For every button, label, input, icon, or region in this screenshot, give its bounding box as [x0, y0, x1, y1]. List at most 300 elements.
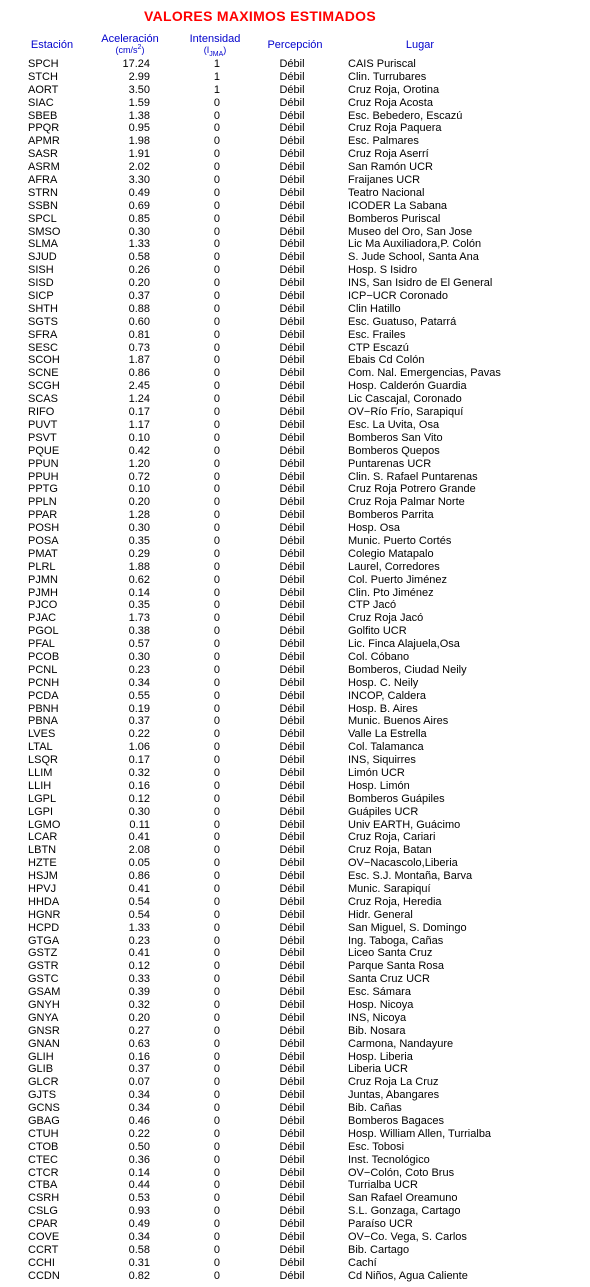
intensity-value: 1 — [213, 83, 220, 96]
acceleration-value: 0.19 — [128, 702, 150, 715]
acceleration-value: 1.88 — [128, 560, 150, 573]
acceleration-value: 0.30 — [128, 522, 150, 535]
acceleration-value: 0.38 — [128, 625, 150, 638]
intensity-value: 0 — [213, 599, 220, 612]
station-code: SJUD — [28, 251, 57, 264]
intensity-value: 0 — [213, 1076, 220, 1089]
station-code: GLCR — [28, 1076, 59, 1089]
table-row — [0, 1218, 590, 1231]
acceleration-value: 0.93 — [128, 1205, 150, 1218]
perception-value: Débil — [279, 186, 305, 199]
perception-value: Débil — [279, 96, 305, 109]
location-name: CAIS Puriscal — [348, 58, 416, 70]
station-code: PPAR — [28, 509, 58, 522]
station-code: PJMN — [28, 573, 58, 586]
location-name: Com. Nal. Emergencias, Pavas — [348, 367, 501, 380]
station-code: SESC — [28, 341, 58, 354]
intensity-value: 0 — [213, 986, 220, 999]
station-code: CTOB — [28, 1140, 59, 1153]
acceleration-value: 0.57 — [128, 638, 150, 651]
perception-value: Débil — [279, 534, 305, 547]
table-row — [0, 1063, 590, 1076]
location-name: Col. Cóbano — [348, 650, 410, 663]
station-code: LTAL — [28, 741, 53, 754]
perception-value: Débil — [279, 1231, 305, 1244]
station-code: PPUH — [28, 470, 59, 483]
intensity-value: 0 — [213, 934, 220, 947]
table-row — [0, 728, 590, 741]
perception-value: Débil — [279, 380, 305, 393]
perception-value: Débil — [279, 251, 305, 264]
acceleration-value: 0.32 — [128, 999, 150, 1012]
acceleration-value: 0.29 — [128, 547, 150, 560]
location-name: Ing. Taboga, Cañas — [348, 934, 444, 947]
station-code: PPQR — [28, 122, 60, 135]
perception-value: Débil — [279, 148, 305, 161]
header-estacion: Estación — [30, 39, 74, 51]
perception-value: Débil — [279, 83, 305, 96]
station-code: SIAC — [28, 96, 54, 109]
header-intensidad-unit: $(I_{JMA})$ — [203, 45, 227, 58]
acceleration-value: 0.30 — [128, 225, 150, 238]
table-row — [0, 1141, 590, 1154]
acceleration-value: 17.24 — [122, 58, 150, 70]
station-code: POSA — [28, 534, 59, 547]
table-row — [0, 741, 590, 754]
table-row — [0, 793, 590, 806]
table-row — [0, 831, 590, 844]
station-code: PMAT — [28, 547, 58, 560]
table-row — [0, 651, 590, 664]
location-name: Colegio Matapalo — [348, 547, 434, 560]
intensity-value: 0 — [213, 1024, 220, 1037]
station-code: SCNE — [28, 367, 59, 380]
intensity-value: 0 — [213, 754, 220, 767]
acceleration-value: 0.34 — [128, 1102, 150, 1115]
acceleration-value: 0.81 — [128, 328, 150, 341]
perception-value: Débil — [279, 109, 305, 122]
location-name: Hosp. Nicoya — [348, 999, 414, 1012]
location-name: Paraíso UCR — [348, 1218, 413, 1231]
table-row — [0, 483, 590, 496]
acceleration-value: 1.17 — [128, 418, 150, 431]
location-name: INS, Siquirres — [348, 754, 416, 767]
acceleration-value: 0.54 — [128, 908, 150, 921]
table-row — [0, 290, 590, 303]
acceleration-value: 0.37 — [128, 1063, 150, 1076]
location-name: Ebais Cd Colón — [348, 354, 425, 367]
table-row — [0, 226, 590, 239]
table-row — [0, 1025, 590, 1038]
table-row — [0, 148, 590, 161]
location-name: Inst. Tecnológico — [348, 1153, 430, 1166]
intensity-value: 0 — [213, 496, 220, 509]
table-row — [0, 97, 590, 110]
location-name: Hosp. Osa — [348, 522, 400, 535]
perception-value: Débil — [279, 547, 305, 560]
station-code: LGMO — [28, 818, 61, 831]
location-name: OV−Nacascolo,Liberia — [348, 857, 458, 870]
acceleration-value: 0.95 — [128, 122, 150, 135]
intensity-value: 0 — [213, 135, 220, 148]
station-code: PJMH — [28, 586, 58, 599]
table-row — [0, 122, 590, 135]
table-row — [0, 535, 590, 548]
perception-value: Débil — [279, 715, 305, 728]
station-code: CCHI — [28, 1256, 55, 1269]
header-intensidad — [175, 34, 255, 56]
intensity-value: 0 — [213, 973, 220, 986]
intensity-value: 0 — [213, 225, 220, 238]
station-code: GNAN — [28, 1037, 60, 1050]
intensity-value: 0 — [213, 431, 220, 444]
perception-value: Débil — [279, 406, 305, 419]
intensity-value: 0 — [213, 908, 220, 921]
intensity-value: 0 — [213, 844, 220, 857]
perception-value: Débil — [279, 470, 305, 483]
location-name: Univ EARTH, Guácimo — [348, 818, 461, 831]
location-name: Esc. S.J. Montaña, Barva — [348, 870, 473, 883]
intensity-value: 0 — [213, 1063, 220, 1076]
station-code: GSAM — [28, 986, 61, 999]
station-code: HZTE — [28, 857, 57, 870]
location-name: Laurel, Corredores — [348, 560, 440, 573]
acceleration-value: 1.33 — [128, 921, 150, 934]
perception-value: Débil — [279, 238, 305, 251]
intensity-value: 0 — [213, 1011, 220, 1024]
intensity-value: 0 — [213, 315, 220, 328]
table-row — [0, 509, 590, 522]
intensity-value: 0 — [213, 663, 220, 676]
station-code: SLMA — [28, 238, 58, 251]
location-name: Museo del Oro, San Jose — [348, 225, 473, 238]
station-code: LLIH — [28, 779, 52, 792]
perception-value: Débil — [279, 818, 305, 831]
perception-value: Débil — [279, 792, 305, 805]
station-code: PBNH — [28, 702, 59, 715]
perception-value: Débil — [279, 754, 305, 767]
acceleration-value: 0.14 — [128, 586, 150, 599]
table-row — [0, 213, 590, 226]
intensity-value: 0 — [213, 625, 220, 638]
acceleration-value: 0.50 — [128, 1140, 150, 1153]
acceleration-value: 0.20 — [128, 277, 150, 290]
intensity-value: 0 — [213, 702, 220, 715]
location-name: Cruz Roja La Cruz — [348, 1076, 439, 1089]
location-name: Cruz Roja, Cariari — [348, 831, 436, 844]
page-title: VALORES MAXIMOS ESTIMADOS — [143, 8, 377, 24]
acceleration-value: 2.02 — [128, 161, 150, 174]
perception-value: Débil — [279, 612, 305, 625]
acceleration-value: 1.20 — [128, 457, 150, 470]
location-name: Bomberos Guápiles — [348, 792, 445, 805]
location-name: Esc. La Uvita, Osa — [348, 418, 440, 431]
station-code: AFRA — [28, 174, 58, 187]
perception-value: Débil — [279, 354, 305, 367]
table-row — [0, 393, 590, 406]
perception-value: Débil — [279, 908, 305, 921]
location-name: Fraijanes UCR — [348, 174, 421, 187]
intensity-value: 0 — [213, 161, 220, 174]
acceleration-value: 0.58 — [128, 1243, 150, 1256]
intensity-value: 0 — [213, 792, 220, 805]
table-row — [0, 754, 590, 767]
perception-value: Débil — [279, 457, 305, 470]
acceleration-value: 0.55 — [128, 689, 150, 702]
station-code: GNYH — [28, 999, 60, 1012]
perception-value: Débil — [279, 496, 305, 509]
perception-value: Débil — [279, 174, 305, 187]
intensity-value: 0 — [213, 522, 220, 535]
perception-value: Débil — [279, 560, 305, 573]
station-code: CTBA — [28, 1179, 58, 1192]
perception-value: Débil — [279, 393, 305, 406]
table-row — [0, 806, 590, 819]
perception-value: Débil — [279, 1140, 305, 1153]
intensity-value: 0 — [213, 1140, 220, 1153]
station-code: SGTS — [28, 315, 58, 328]
acceleration-value: 0.22 — [128, 1127, 150, 1140]
perception-value: Débil — [279, 1024, 305, 1037]
intensity-value: 0 — [213, 612, 220, 625]
table-row — [0, 612, 590, 625]
station-code: PLRL — [28, 560, 56, 573]
station-code: CTCR — [28, 1166, 59, 1179]
location-name: Munic. Buenos Aires — [348, 715, 449, 728]
intensity-value: 1 — [213, 70, 220, 83]
station-code: GSTZ — [28, 947, 58, 960]
location-name: Munic. Puerto Cortés — [348, 534, 452, 547]
acceleration-value: 0.60 — [128, 315, 150, 328]
table-row — [0, 677, 590, 690]
location-name: Bib. Cañas — [348, 1102, 402, 1115]
station-code: CTUH — [28, 1127, 59, 1140]
station-code: SCAS — [28, 393, 58, 406]
location-name: Col. Talamanca — [348, 741, 424, 754]
station-code: CCRT — [28, 1243, 59, 1256]
header-aceleracion-label: Aceleración — [101, 33, 159, 45]
intensity-value: 0 — [213, 418, 220, 431]
table-row — [0, 187, 590, 200]
table-row — [0, 238, 590, 251]
location-name: Cruz Roja Jacó — [348, 612, 424, 625]
location-name: Esc. Guatuso, Patarrá — [348, 315, 457, 328]
table-row — [0, 1038, 590, 1051]
acceleration-value: 0.42 — [128, 444, 150, 457]
station-code: SSBN — [28, 199, 58, 212]
acceleration-value: 1.98 — [128, 135, 150, 148]
acceleration-value: 1.91 — [128, 148, 150, 161]
table-row — [0, 251, 590, 264]
acceleration-value: 0.46 — [128, 1115, 150, 1128]
intensity-value: 0 — [213, 277, 220, 290]
station-code: SASR — [28, 148, 58, 161]
station-code: PUVT — [28, 418, 58, 431]
location-name: Bib. Nosara — [348, 1024, 406, 1037]
acceleration-value: 0.63 — [128, 1037, 150, 1050]
intensity-value: 0 — [213, 560, 220, 573]
intensity-value: 0 — [213, 805, 220, 818]
acceleration-value: 0.27 — [128, 1024, 150, 1037]
acceleration-value: 0.17 — [128, 754, 150, 767]
perception-value: Débil — [279, 367, 305, 380]
station-code: CPAR — [28, 1218, 58, 1231]
table-row — [0, 690, 590, 703]
intensity-value: 0 — [213, 676, 220, 689]
intensity-value: 0 — [213, 1127, 220, 1140]
perception-value: Débil — [279, 870, 305, 883]
acceleration-value: 0.23 — [128, 934, 150, 947]
table-row — [0, 960, 590, 973]
acceleration-value: 0.54 — [128, 895, 150, 908]
table-row — [0, 277, 590, 290]
table-row — [0, 1179, 590, 1192]
perception-value: Débil — [279, 483, 305, 496]
table-row — [0, 638, 590, 651]
perception-value: Débil — [279, 573, 305, 586]
perception-value: Débil — [279, 779, 305, 792]
acceleration-value: 2.08 — [128, 844, 150, 857]
intensity-value: 0 — [213, 883, 220, 895]
location-name: San Rafael Oreamuno — [348, 1192, 458, 1205]
location-name: Lic Cascajal, Coronado — [348, 393, 462, 406]
table-row — [0, 419, 590, 432]
table-row — [0, 432, 590, 445]
acceleration-value: 0.41 — [128, 947, 150, 960]
location-name: INS, Nicoya — [348, 1011, 407, 1024]
location-name: INCOP, Caldera — [348, 689, 427, 702]
table-row — [0, 1244, 590, 1257]
station-code: CSLG — [28, 1205, 58, 1218]
table-row — [0, 574, 590, 587]
table-row — [0, 1089, 590, 1102]
table-row — [0, 599, 590, 612]
station-code: CTEC — [28, 1153, 58, 1166]
table-row — [0, 380, 590, 393]
location-name: Cruz Roja Potrero Grande — [348, 483, 476, 496]
location-name: Limón UCR — [348, 766, 405, 779]
intensity-value: 0 — [213, 818, 220, 831]
acceleration-value: 0.34 — [128, 1089, 150, 1102]
intensity-value: 0 — [213, 96, 220, 109]
intensity-value: 0 — [213, 779, 220, 792]
perception-value: Débil — [279, 161, 305, 174]
table-row — [0, 367, 590, 380]
location-name: Bomberos Bagaces — [348, 1115, 444, 1128]
location-name: S. Jude School, Santa Ana — [348, 251, 479, 264]
location-name: Hosp. Liberia — [348, 1050, 413, 1063]
location-name: Hosp. William Allen, Turrialba — [348, 1127, 492, 1140]
station-code: GSTR — [28, 960, 59, 973]
table-row — [0, 625, 590, 638]
perception-value: Débil — [279, 1011, 305, 1024]
location-name: Col. Puerto Jiménez — [348, 573, 448, 586]
station-code: STCH — [28, 70, 58, 83]
perception-value: Débil — [279, 1218, 305, 1231]
location-name: Esc. Sámara — [348, 986, 411, 999]
acceleration-value: 3.50 — [128, 83, 150, 96]
acceleration-value: 0.73 — [128, 341, 150, 354]
acceleration-value: 0.49 — [128, 186, 150, 199]
intensity-value: 0 — [213, 947, 220, 960]
station-code: PJCO — [28, 599, 58, 612]
intensity-value: 0 — [213, 393, 220, 406]
intensity-value: 0 — [213, 573, 220, 586]
location-name: INS, San Isidro de El General — [348, 277, 493, 290]
perception-value: Débil — [279, 973, 305, 986]
intensity-value: 0 — [213, 586, 220, 599]
station-code: PFAL — [28, 638, 55, 651]
station-code: PCNH — [28, 676, 60, 689]
table-row — [0, 870, 590, 883]
header-percepcion: Percepción — [267, 39, 323, 51]
intensity-value: 0 — [213, 1218, 220, 1231]
intensity-value: 0 — [213, 831, 220, 844]
acceleration-value: 0.16 — [128, 779, 150, 792]
perception-value: Débil — [279, 418, 305, 431]
intensity-value: 0 — [213, 650, 220, 663]
location-name: OV−Colón, Coto Brus — [348, 1166, 455, 1179]
intensity-value: 0 — [213, 302, 220, 315]
intensity-value: 0 — [213, 547, 220, 560]
table-row — [0, 406, 590, 419]
acceleration-value: 0.17 — [128, 406, 150, 419]
perception-value: Débil — [279, 625, 305, 638]
perception-value: Débil — [279, 921, 305, 934]
table-row — [0, 1154, 590, 1167]
acceleration-value: 0.10 — [128, 483, 150, 496]
acceleration-value: 0.05 — [128, 857, 150, 870]
location-name: Cruz Roja Aserrí — [348, 148, 429, 161]
location-name: Munic. Sarapiquí — [348, 883, 431, 895]
perception-value: Débil — [279, 676, 305, 689]
table-row — [0, 767, 590, 780]
intensity-value: 0 — [213, 1231, 220, 1244]
table-row — [0, 561, 590, 574]
table-row — [0, 174, 590, 187]
station-code: SPCL — [28, 212, 57, 225]
table-row — [0, 973, 590, 986]
perception-value: Débil — [279, 302, 305, 315]
station-code: GNYA — [28, 1011, 59, 1024]
perception-value: Débil — [279, 1269, 305, 1282]
perception-value: Débil — [279, 805, 305, 818]
intensity-value: 0 — [213, 1153, 220, 1166]
intensity-value: 0 — [213, 367, 220, 380]
intensity-value: 0 — [213, 122, 220, 135]
station-code: RIFO — [28, 406, 55, 419]
location-name: Valle La Estrella — [348, 728, 427, 741]
location-name: Cruz Roja Acosta — [348, 96, 433, 109]
perception-value: Débil — [279, 1115, 305, 1128]
location-name: Liberia UCR — [348, 1063, 408, 1076]
acceleration-value: 1.38 — [128, 109, 150, 122]
location-name: Hosp. Calderón Guardia — [348, 380, 467, 393]
acceleration-value: 0.35 — [128, 599, 150, 612]
location-name: Cachí — [348, 1256, 377, 1269]
perception-value: Débil — [279, 1102, 305, 1115]
table-row — [0, 161, 590, 174]
intensity-value: 0 — [213, 960, 220, 973]
location-name: Clin. Pto Jiménez — [348, 586, 434, 599]
table-row — [0, 883, 590, 896]
acceleration-value: 0.23 — [128, 663, 150, 676]
acceleration-value: 0.37 — [128, 715, 150, 728]
location-name: Bomberos San Vito — [348, 431, 443, 444]
perception-value: Débil — [279, 212, 305, 225]
acceleration-value: 0.26 — [128, 264, 150, 277]
table-row — [0, 1051, 590, 1064]
